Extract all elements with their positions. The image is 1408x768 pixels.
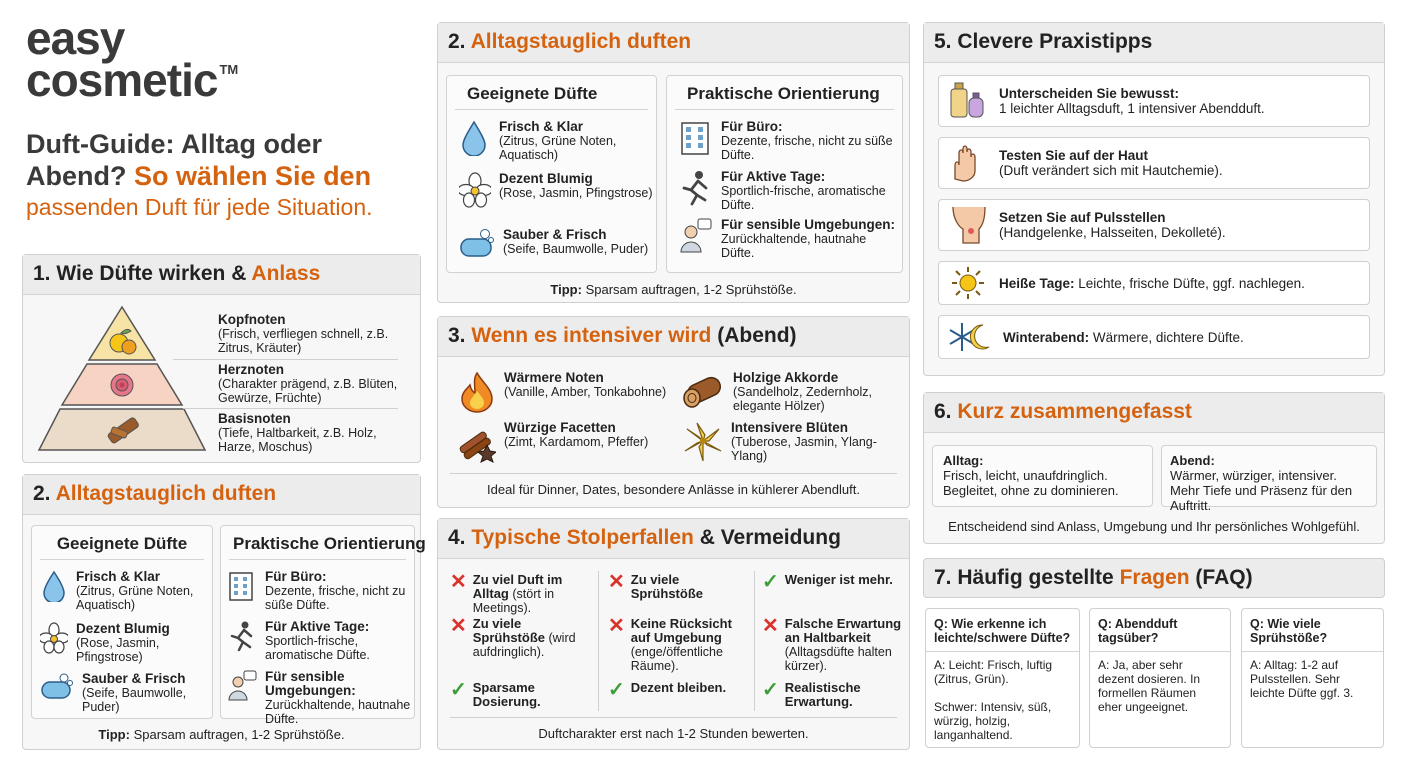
- faq-3-answer: A: Alltag: 1-2 auf Pulsstellen. Sehr leichte Düfte ggf. 3.: [1250, 658, 1354, 700]
- orient-active-title-2b: Für Aktive Tage:: [265, 619, 370, 634]
- orient-sensitive-title-2b: Für sensible Umgebungen:: [265, 669, 356, 698]
- summary-evening-head: Abend:: [1170, 453, 1215, 468]
- section-3-title-c: (Abend): [717, 324, 797, 347]
- pitfall-1-1-title: Zu viel Duft im Alltag: [472, 572, 563, 601]
- pitfall-1-1-desc: (stört in Meetings).: [472, 587, 555, 615]
- tip-1-bold: Unterscheiden Sie bewusst:: [999, 86, 1180, 101]
- section-2-title-a: 2.: [448, 30, 466, 53]
- tip-4-text: Leichte, frische Düfte, ggf. nachlegen.: [1078, 275, 1305, 291]
- evening-blossom: [683, 421, 909, 463]
- ylang-blossom-icon: [683, 421, 723, 463]
- pitfall-2-3-title: Dezent bleiben.: [630, 680, 727, 695]
- section-4-title-a: 4.: [448, 526, 466, 549]
- tip-card-1: [938, 75, 1370, 127]
- pitfall-1-3-title: Sparsame Dosierung.: [472, 680, 541, 709]
- section-1-title-b: Anlass: [251, 262, 321, 285]
- tip-2-text: (Duft verändert sich mit Hautchemie).: [999, 163, 1223, 178]
- tip-5-text: Wärmere, dichtere Düfte.: [1092, 329, 1244, 345]
- title-subtitle: passenden Duft für jede Situation.: [26, 194, 373, 220]
- scent-clean-desc-2b: (Seife, Baumwolle, Puder): [82, 686, 187, 714]
- orient-office-desc-2b: Dezente, frische, nicht zu süße Düfte.: [265, 584, 406, 612]
- evening-wood: [681, 371, 909, 413]
- tip-card-2: [938, 137, 1370, 189]
- scent-fresh-desc: (Zitrus, Grüne Noten, Aquatisch): [499, 134, 617, 162]
- section-6-title-a: 6.: [934, 400, 952, 423]
- tip-3-bold: Setzen Sie auf Pulsstellen: [999, 210, 1166, 225]
- section-3-footer: Ideal für Dinner, Dates, besondere Anlässe in kühlerer Abendluft.: [487, 482, 860, 497]
- orient-sensitive-title: Für sensible Umgebungen:: [721, 217, 896, 232]
- cross-icon: ✕: [608, 571, 625, 593]
- section-6-title-b: Kurz zusammengefasst: [957, 400, 1192, 423]
- check-icon: ✓: [450, 679, 467, 701]
- office-building-icon: [679, 120, 713, 156]
- section-6-title: [924, 393, 1384, 433]
- perfume-bottles-icon: [949, 81, 987, 121]
- scent-fresh-title-2b: Frisch & Klar: [76, 569, 161, 584]
- orient-active-title: Für Aktive Tage:: [721, 169, 826, 184]
- tip-2b: [23, 727, 420, 742]
- section-2b-title-a: 2.: [33, 482, 51, 505]
- office-building-icon: [227, 570, 257, 602]
- pitfall-3-3-title: Realistische Erwartung.: [784, 680, 861, 709]
- pitfall-2-1: [608, 573, 748, 601]
- section-1-title: [23, 255, 420, 295]
- pitfall-3-2: [762, 617, 908, 673]
- orient-sensitive: [679, 218, 902, 260]
- orient-office-title-2b: Für Büro:: [265, 569, 327, 584]
- tip-card-4: [938, 261, 1370, 305]
- orient-office: [679, 120, 902, 162]
- flame-icon: [458, 371, 496, 413]
- evening-blossom-desc: (Tuberose, Jasmin, Ylang-Ylang): [731, 435, 877, 463]
- scent-fresh-title: Frisch & Klar: [499, 119, 584, 134]
- summary-evening-text: Wärmer, würziger, intensiver. Mehr Tiefe und Präsenz für den Auftritt.: [1170, 468, 1353, 513]
- neck-pulse-icon: [949, 205, 987, 245]
- tip-card-3: [938, 199, 1370, 251]
- note-top-title: Kopfnoten: [218, 312, 286, 327]
- section-2b-title: [23, 475, 420, 515]
- tip-label-2: Tipp:: [550, 282, 582, 297]
- cross-icon: ✕: [450, 571, 467, 593]
- evening-blossom-title: Intensivere Blüten: [731, 420, 849, 435]
- orient-sensitive-2b: [227, 670, 414, 726]
- orient-sensitive-desc-2b: Zurückhaltende, hautnahe Düfte.: [265, 698, 411, 726]
- section-1-panel: [22, 254, 421, 463]
- faq-3-question: Q: Wie viele Sprühstöße?: [1242, 609, 1383, 652]
- cinnamon-icon: [454, 421, 496, 463]
- brand-line1: easy: [26, 12, 125, 64]
- flower-icon: [459, 172, 491, 208]
- section-3-title-a: 3.: [448, 324, 466, 347]
- faq-3: [1241, 608, 1384, 748]
- note-base-desc: (Tiefe, Haltbarkeit, z.B. Holz, Harze, Moschus): [218, 426, 377, 454]
- scent-floral-desc-2b: (Rose, Jasmin, Pfingstrose): [76, 636, 160, 664]
- suitable-scents-head-2b: Geeignete Düfte: [40, 526, 204, 560]
- section-7-title-b: Fragen: [1119, 566, 1190, 589]
- scent-fresh: [459, 120, 656, 162]
- tip-3-text: (Handgelenke, Halsseiten, Dekolleté).: [999, 225, 1226, 240]
- evening-spice-desc: (Zimt, Kardamom, Pfeffer): [504, 435, 649, 449]
- suitable-scents-box: [446, 75, 657, 273]
- section-7-title-c: (FAQ): [1195, 566, 1253, 589]
- section-2b-title-b: Alltagstauglich duften: [55, 482, 277, 505]
- section-6-footer: Entscheidend sind Anlass, Umgebung und Ihr persönliches Wohlgefühl.: [948, 519, 1360, 534]
- person-speech-icon: [227, 670, 257, 702]
- pitfall-2-2: [608, 617, 748, 673]
- note-heart-title: Herznoten: [218, 362, 285, 377]
- check-icon: ✓: [608, 679, 625, 701]
- faq-2-answer: A: Ja, aber sehr dezent dosieren. In formellen Räumen eher ungeeignet.: [1098, 658, 1201, 714]
- faq-1: [925, 608, 1080, 748]
- orient-active-desc: Sportlich-frische, aromatische Düfte.: [721, 184, 886, 212]
- evening-warm-desc: (Vanille, Amber, Tonkabohne): [504, 385, 667, 399]
- faq-1-question: Q: Wie erkenne ich leichte/schwere Düfte?: [926, 609, 1079, 652]
- section-1-title-a: 1. Wie Düfte wirken &: [33, 262, 247, 285]
- summary-everyday: [932, 445, 1153, 507]
- tip-1-text: 1 leichter Alltagsduft, 1 intensiver Abendduft.: [999, 101, 1265, 116]
- practical-head: Praktische Orientierung: [675, 76, 894, 110]
- person-speech-icon: [679, 218, 713, 254]
- scent-clean-title-2b: Sauber & Frisch: [82, 671, 186, 686]
- tip-4-bold: Heiße Tage:: [999, 275, 1075, 291]
- section-5-panel: [923, 22, 1385, 376]
- orient-active-2b: [227, 620, 414, 662]
- tip-2-bold: Testen Sie auf der Haut: [999, 148, 1149, 163]
- pitfall-3-1-title: Weniger ist mehr.: [784, 572, 893, 587]
- note-top-desc: (Frisch, verfliegen schnell, z.B. Zitrus, Kräuter): [218, 327, 389, 355]
- tip-label-2b: Tipp:: [98, 727, 130, 742]
- section-5-title: 5. Clevere Praxistipps: [924, 23, 1384, 63]
- orient-office-desc: Dezente, frische, nicht zu süße Düfte.: [721, 134, 893, 162]
- summary-evening: [1161, 445, 1377, 513]
- scent-floral-title-2b: Dezent Blumig: [76, 621, 170, 636]
- pitfall-2-2-desc: (enge/öffentliche Räume).: [630, 645, 723, 673]
- brand-line2: cosmetic: [26, 54, 218, 106]
- evening-spice: [454, 421, 648, 463]
- note-heart: [218, 363, 408, 405]
- title-line2a: Abend?: [26, 161, 127, 191]
- sun-icon: [949, 265, 987, 301]
- section-2-title-b: Alltagstauglich: [470, 30, 622, 53]
- scent-floral: [459, 172, 653, 208]
- check-icon: ✓: [762, 571, 779, 593]
- faq-1-answer: A: Leicht: Frisch, luftig (Zitrus, Grün).: [934, 658, 1053, 686]
- log-icon: [681, 371, 725, 413]
- scent-clean-desc: (Seife, Baumwolle, Puder): [503, 242, 649, 256]
- orient-active-desc-2b: Sportlich-frische, aromatische Düfte.: [265, 634, 370, 662]
- pitfall-1-2-desc: (wird aufdringlich).: [472, 631, 576, 659]
- scent-clean-2b: [40, 672, 212, 714]
- faq-2: [1089, 608, 1231, 748]
- suitable-scents-head: Geeignete Düfte: [455, 76, 648, 110]
- brand-logo: [26, 12, 239, 106]
- evening-wood-desc: (Sandelholz, Zedernholz, elegante Hölzer): [733, 385, 872, 413]
- scent-clean-title: Sauber & Frisch: [503, 227, 607, 242]
- pitfall-2-2-title: Keine Rücksicht auf Umgebung: [630, 616, 732, 645]
- pitfall-3-3: [762, 681, 908, 709]
- evening-warm-title: Wärmere Noten: [504, 370, 604, 385]
- hand-icon: [949, 143, 987, 183]
- pitfall-1-2-title: Zu viele Sprühstöße: [472, 616, 545, 645]
- water-drop-icon: [40, 570, 68, 602]
- section-7-panel: [923, 558, 1385, 750]
- section-4-footer: Duftcharakter erst nach 1-2 Stunden bewerten.: [538, 726, 809, 741]
- summary-everyday-text: Frisch, leicht, unaufdringlich. Begleitet, ohne zu dominieren.: [943, 468, 1119, 498]
- scent-clean: [459, 228, 648, 260]
- evening-spice-title: Würzige Facetten: [504, 420, 616, 435]
- evening-warm: [458, 371, 666, 413]
- check-icon: ✓: [762, 679, 779, 701]
- cross-icon: ✕: [762, 615, 779, 637]
- note-top: [218, 313, 408, 355]
- scent-fresh-2b: [40, 570, 212, 612]
- flower-icon: [40, 622, 68, 654]
- faq-1-answer-2: Schwer: Intensiv, süß, würzig, holzig, langanhaltend.: [934, 700, 1052, 742]
- water-drop-icon: [459, 120, 491, 156]
- snowflake-moon-icon: [949, 319, 991, 355]
- pitfall-1-3: [450, 681, 590, 709]
- section-6-panel: [923, 392, 1385, 544]
- cross-icon: ✕: [450, 615, 467, 637]
- practical-head-2b: Praktische Orientierung: [229, 526, 406, 560]
- tip-text-2b: Sparsam auftragen, 1-2 Sprühstöße.: [133, 727, 345, 742]
- orient-office-2b: [227, 570, 414, 612]
- section-7-title-a: 7. Häufig gestellte: [934, 566, 1114, 589]
- evening-wood-title: Holzige Akkorde: [733, 370, 839, 385]
- section-4-title: [438, 519, 909, 559]
- tip-5-bold: Winterabend:: [1003, 329, 1090, 345]
- cross-icon: ✕: [608, 615, 625, 637]
- practical-box: [666, 75, 903, 273]
- section-2b-panel: [22, 474, 426, 750]
- pitfall-2-3: [608, 681, 748, 699]
- trademark: TM: [219, 62, 239, 77]
- section-7-title: [923, 558, 1385, 598]
- faq-2-question: Q: Abendduft tagsüber?: [1090, 609, 1230, 652]
- section-3-title: [438, 317, 909, 357]
- section-2-title: [438, 23, 909, 63]
- orient-active: [679, 170, 902, 212]
- pitfall-3-1: [762, 573, 908, 591]
- section-4-title-c: & Vermeidung: [699, 526, 841, 549]
- summary-everyday-head: Alltag:: [943, 453, 984, 468]
- runner-icon: [227, 620, 257, 652]
- scent-floral-title: Dezent Blumig: [499, 171, 593, 186]
- section-2-title-c: duften: [626, 30, 692, 53]
- section-3-panel: [437, 316, 910, 508]
- section-3-title-b: Wenn es intensiver wird: [471, 324, 712, 347]
- pitfall-3-2-title: Falsche Erwartung an Haltbarkeit: [784, 616, 902, 645]
- pitfall-1-1: [450, 573, 590, 615]
- tip-text-2: Sparsam auftragen, 1-2 Sprühstöße.: [585, 282, 797, 297]
- note-heart-desc: (Charakter prägend, z.B. Blüten, Gewürze, Früchte): [218, 377, 398, 405]
- page-title: [26, 128, 426, 222]
- runner-icon: [679, 170, 713, 206]
- scent-floral-desc: (Rose, Jasmin, Pfingstrose): [499, 186, 653, 200]
- suitable-scents-box-2b: [31, 525, 213, 719]
- title-line1: Duft-Guide: Alltag oder: [26, 129, 322, 159]
- practical-box-2b: [220, 525, 426, 726]
- fragrance-pyramid: [37, 305, 207, 455]
- section-4-panel: [437, 518, 910, 750]
- tip-2: [438, 282, 909, 297]
- soap-icon: [40, 672, 74, 702]
- note-base: [218, 412, 408, 454]
- pitfall-1-2: [450, 617, 590, 659]
- orient-office-title: Für Büro:: [721, 119, 783, 134]
- note-base-title: Basisnoten: [218, 411, 291, 426]
- orient-sensitive-desc: Zurückhaltende, hautnahe Düfte.: [721, 232, 867, 260]
- section-2-panel: [437, 22, 910, 303]
- pitfall-2-1-title: Zu viele Sprühstöße: [630, 572, 703, 601]
- scent-fresh-desc-2b: (Zitrus, Grüne Noten, Aquatisch): [76, 584, 194, 612]
- section-4-title-b: Typische Stolperfallen: [471, 526, 694, 549]
- title-line2b: So wählen Sie den: [134, 161, 372, 191]
- pitfall-3-2-desc: (Alltagsdüfte halten kürzer).: [784, 645, 892, 673]
- tip-card-5: [938, 315, 1370, 359]
- rose-icon: [111, 374, 133, 396]
- scent-floral-2b: [40, 622, 212, 664]
- soap-icon: [459, 228, 495, 260]
